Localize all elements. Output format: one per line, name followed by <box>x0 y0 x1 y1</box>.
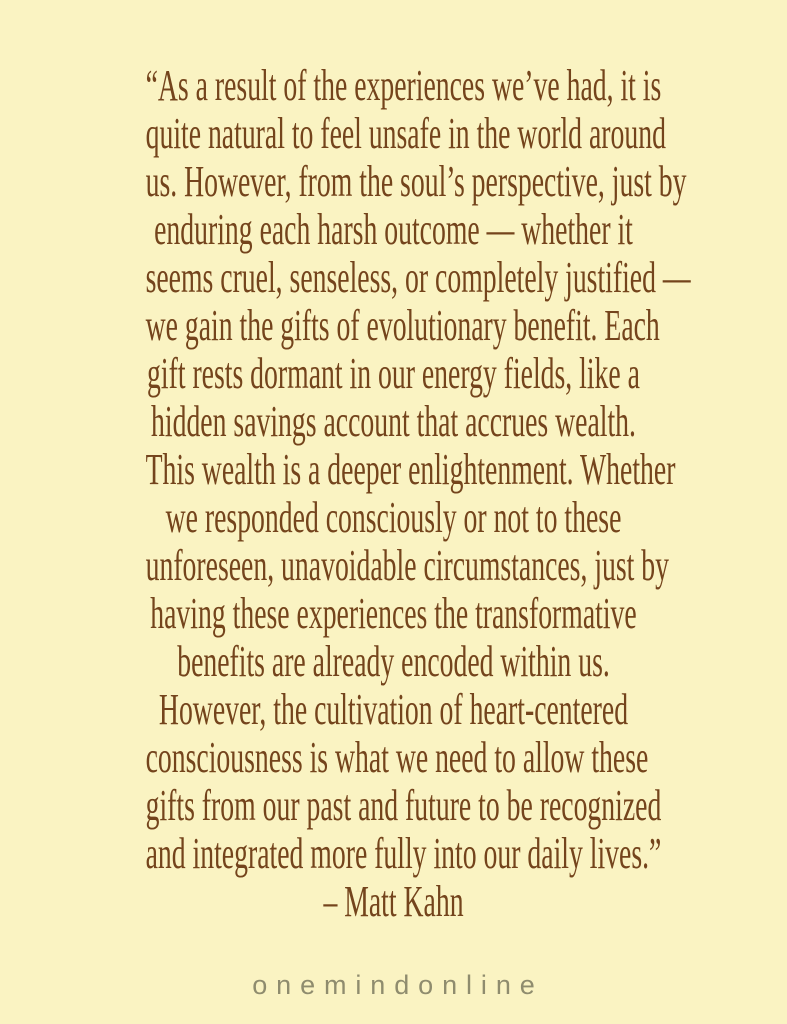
quote-line: consciousness is what we need to allow these <box>145 733 649 782</box>
quote-line: “As a result of the experiences we’ve had, it is <box>145 61 662 110</box>
quote-text <box>0 62 787 926</box>
quote-line: gifts from our past and future to be recognized <box>145 781 662 830</box>
quote-attribution: – Matt Kahn <box>323 877 464 926</box>
quote-line: having these experiences the transformative <box>150 589 637 638</box>
quote-line: enduring each harsh outcome — whether it <box>154 205 633 254</box>
quote-line: and integrated more fully into our daily lives.” <box>145 829 662 878</box>
quote-line: hidden savings account that accrues wealth. <box>151 397 636 446</box>
quote-line: However, the cultivation of heart-centered <box>158 685 629 734</box>
quote-line: we responded consciously or not to these <box>165 493 622 542</box>
quote-line: unforeseen, unavoidable circumstances, just by <box>145 541 670 590</box>
quote-line: quite natural to feel unsafe in the world around <box>145 109 666 158</box>
quote-line: seems cruel, senseless, or completely justified — <box>145 253 691 302</box>
quote-line: we gain the gifts of evolutionary benefit. Each <box>145 301 660 350</box>
watermark-onemindonline: onemindonline <box>252 970 544 1000</box>
quote-line: benefits are already encoded within us. <box>177 637 610 686</box>
quote-line: us. However, from the soul’s perspective, just by <box>145 157 687 206</box>
quote-line: gift rests dormant in our energy fields, like a <box>147 349 640 398</box>
quote-line: This wealth is a deeper enlightenment. Whether <box>145 445 676 494</box>
